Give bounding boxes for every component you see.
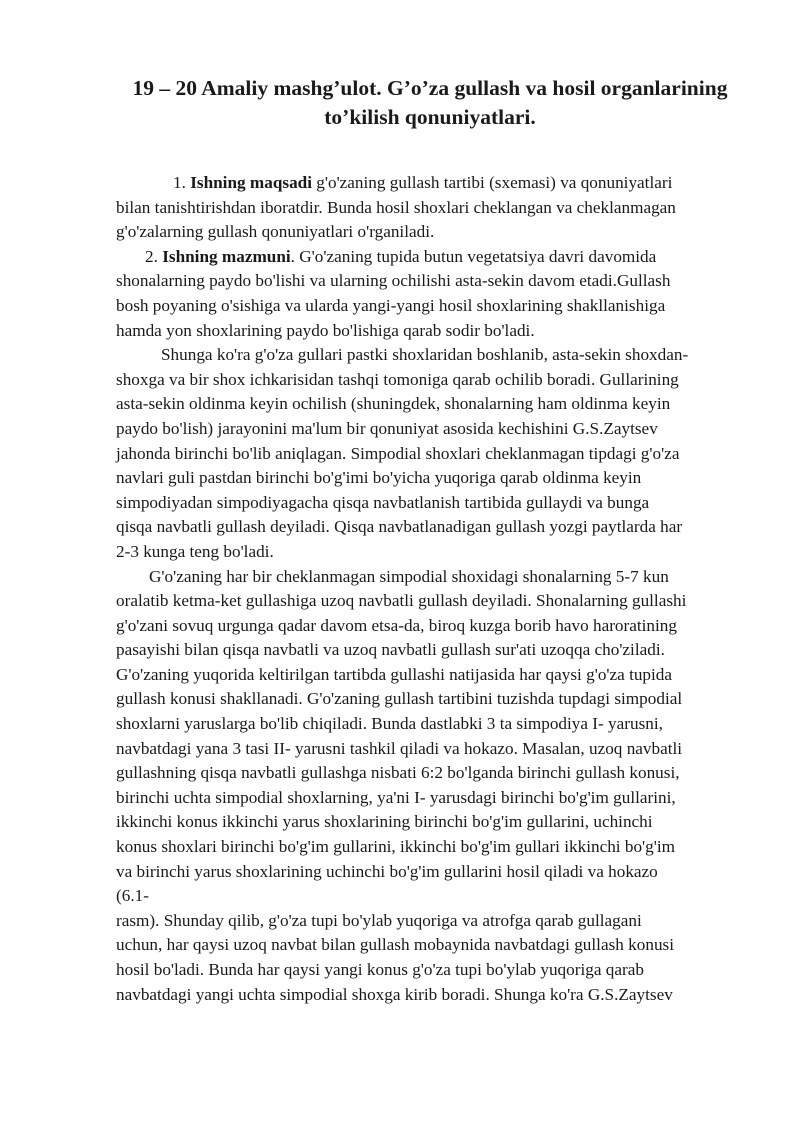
paragraph-long-flowering	[116, 565, 756, 1008]
text-line: gullashning qisqa navbatli gullashga nisbati 6:2 bo'lganda birinchi gullash konusi,	[116, 763, 680, 783]
text-line: G'o'zaning har bir cheklanmagan simpodial shoxidagi shonalarning 5-7 kun	[149, 566, 669, 586]
text-line: gullash konusi shakllanadi. G'o'zaning gullash tartibini tuzishda tupdagi simpodial	[116, 689, 683, 709]
text-line: oralatib ketma-ket gullashiga uzoq navbatli gullash deyiladi. Shonalarning gullashi	[116, 591, 687, 611]
text-line: qisqa navbatli gullash deyiladi. Qisqa navbatlanadigan gullash yozgi paytlarda har	[116, 517, 683, 537]
page-title	[100, 74, 760, 132]
text-line: jahonda birinchi bo'lib aniqlagan. Simpodial shoxlari cheklanmagan tipdagi g'o'za	[116, 443, 680, 463]
text-line: ikkinchi konus ikkinchi yarus shoxlarining birinchi bo'g'im gullarini, uchinchi	[116, 812, 653, 832]
text-line: 2-3 kunga teng bo'ladi.	[116, 541, 274, 561]
paragraph-zaytsev	[116, 343, 756, 564]
text-line: g'o'zalarning gullash qonuniyatlari o'rganiladi.	[116, 222, 435, 242]
text-line: shoxga va bir shox ichkarisidan tashqi tomoniga qarab ochilib boradi. Gullarining	[116, 369, 679, 389]
text-line: bosh poyaning o'sishiga va ularda yangi-yangi hosil shoxlarining shakllanishiga	[116, 295, 666, 315]
text-line: pasayishi bilan qisqa navbatli va uzoq navbatli gullash sur'ati uzoqqa cho'ziladi.	[116, 640, 665, 660]
text-line: konus shoxlari birinchi bo'g'im gullarini, ikkinchi bo'g'im gullari ikkinchi bo'g'im	[116, 837, 675, 857]
paragraph-purpose	[116, 171, 756, 245]
text-line: hosil bo'ladi. Bunda har qaysi yangi konus g'o'za tupi bo'ylab yuqoriga qarab	[116, 960, 644, 979]
text-line: paydo bo'lish) jarayonini ma'lum bir qonuniyat asosida kechishini G.S.Zaytsev	[116, 418, 658, 438]
text-line: uchun, har qaysi uzoq navbat bilan gullash mobaynida navbatdagi gullash konusi	[116, 935, 674, 955]
text-line: birinchi uchta simpodial shoxlarning, ya'ni I- yarusdagi birinchi bo'g'im gullarini,	[116, 787, 676, 807]
title-line-1: 19 – 20 Amaliy mashg’ulot. G’o’za gullash va hosil organlarining	[132, 76, 728, 100]
text-line: 2. Ishning mazmuni. G'o'zaning tupida butun vegetatsiya davri davomida	[145, 246, 657, 266]
text-line: 1. Ishning maqsadi g'o'zaning gullash tartibi (sxemasi) va qonuniyatlari	[173, 173, 673, 192]
list-number: 2.	[145, 246, 158, 266]
text-line: rasm). Shunday qilib, g'o'za tupi bo'ylab yuqoriga va atrofga qarab gullagani	[116, 910, 642, 930]
text-line: navbatdagi yangi uchta simpodial shoxga kirib boradi. Shunga ko'ra G.S.Zaytsev	[116, 984, 673, 1004]
text-line: navlari guli pastdan birinchi bo'g'imi bo'yicha yuqoriga qarab oldinma keyin	[116, 468, 642, 488]
title-line-2: to’kilish qonuniyatlari.	[324, 105, 536, 129]
text-line: navbatdagi yana 3 tasi II- yarusni tashkil qiladi va hokazo. Masalan, uzoq navbatli	[116, 738, 683, 758]
text-line: simpodiyadan simpodiyagacha qisqa navbatlanish tartibida gullaydi va bunga	[116, 492, 650, 512]
document-body	[116, 171, 756, 1007]
text-line: g'o'zani sovuq urgunga qadar davom etsa-da, biroq kuzga borib havo haroratining	[116, 615, 677, 635]
text-line: shonalarning paydo bo'lishi va ularning ochilishi asta-sekin davom etadi.Gullash	[116, 271, 671, 291]
text-line: asta-sekin oldinma keyin ochilish (shuningdek, shonalarning ham oldinma keyin	[116, 394, 671, 414]
term-bold: Ishning maqsadi	[190, 173, 312, 192]
text-line: va birinchi yarus shoxlarining uchinchi bo'g'im gullarini hosil qiladi va hokazo	[116, 861, 658, 881]
text-line: (6.1-	[116, 886, 149, 906]
text-line: shoxlarni yaruslarga bo'lib chiqiladi. Bunda dastlabki 3 ta simpodiya I- yarusni,	[116, 714, 663, 734]
paragraph-content	[116, 245, 756, 343]
text-line: G'o'zaning yuqorida keltirilgan tartibda gullashi natijasida har qaysi g'o'za tupida	[116, 664, 673, 684]
text-line: Shunga ko'ra g'o'za gullari pastki shoxlaridan boshlanib, asta-sekin shoxdan-	[161, 345, 689, 365]
text-line: bilan tanishtirishdan iboratdir. Bunda hosil shoxlari cheklangan va cheklanmagan	[116, 197, 676, 217]
list-number: 1.	[173, 173, 186, 192]
text-line: hamda yon shoxlarining paydo bo'lishiga qarab sodir bo'ladi.	[116, 320, 535, 340]
term-bold: Ishning mazmuni	[162, 246, 291, 266]
